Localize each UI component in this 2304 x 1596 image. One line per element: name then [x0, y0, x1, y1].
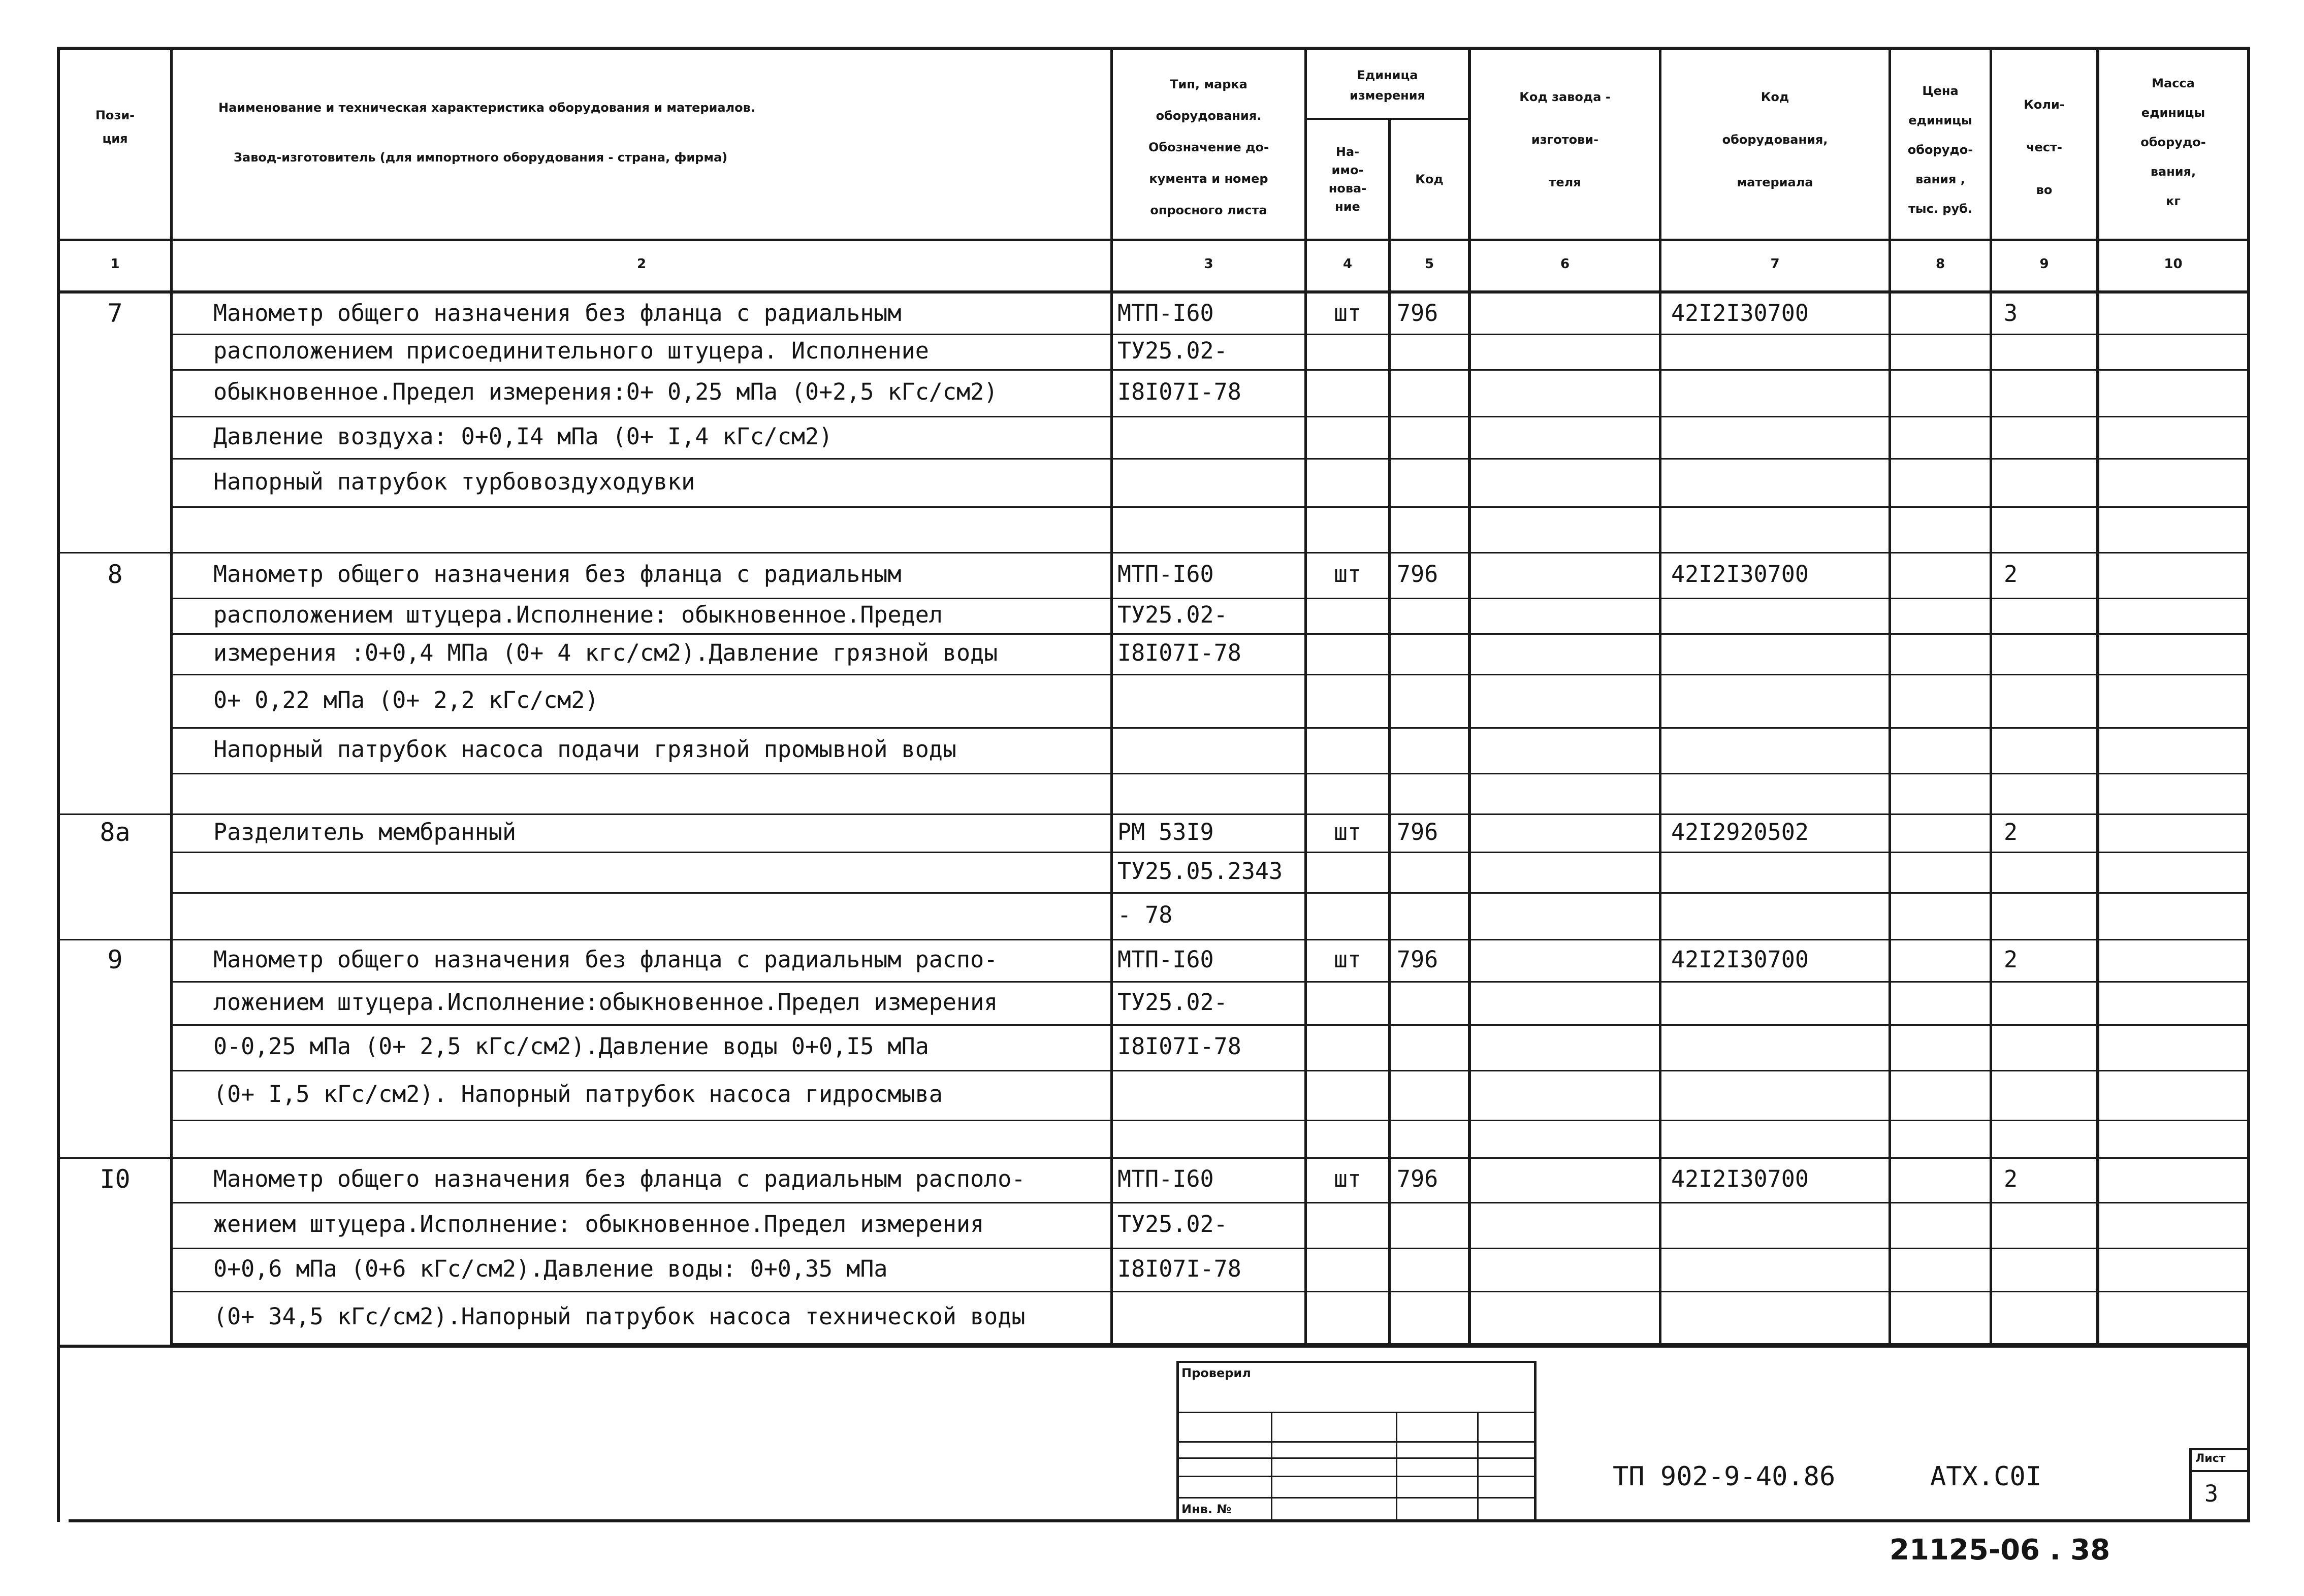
- cell-name: 0+ 0,22 мПа (0+ 2,2 кГс/см2): [213, 686, 599, 713]
- sheet-box-line: [2189, 1470, 2250, 1472]
- header-equipment-code: Код оборудования, материала: [1722, 90, 1828, 189]
- cell-qty: 2: [2004, 1165, 2018, 1192]
- cell-pos: 9: [107, 944, 123, 974]
- cell-unit: шт: [1333, 818, 1362, 845]
- stamp-line: [1176, 1412, 1536, 1413]
- inventory-label: Инв. №: [1181, 1502, 1232, 1516]
- cell-name: Манометр общего назначения без фланца с радиальным располо-: [213, 1165, 1026, 1192]
- cell-type: - 78: [1117, 901, 1173, 928]
- stamp-line: [1176, 1476, 1536, 1477]
- row-divider: [173, 773, 2250, 774]
- col-divider-2: [1110, 47, 1113, 1347]
- row-divider: [173, 633, 2250, 635]
- row-divider: [173, 369, 2250, 371]
- col-divider-1: [170, 47, 173, 1347]
- row-divider: [173, 727, 2250, 729]
- cell-code: 796: [1397, 1165, 1438, 1192]
- border-right: [2247, 47, 2250, 1522]
- cell-name: расположением штуцера.Исполнение: обыкновенное.Предел: [213, 601, 943, 628]
- row-divider: [173, 892, 2250, 894]
- cell-name: жением штуцера.Исполнение: обыкновенное.Предел измерения: [213, 1211, 984, 1237]
- stamp-line: [1396, 1412, 1397, 1521]
- cell-type: РМ 53I9: [1117, 818, 1214, 845]
- cell-name: обыкновенное.Предел измерения:0+ 0,25 мПа (0+2,5 кГс/см2): [213, 378, 998, 405]
- sheet-box-line: [2189, 1448, 2192, 1519]
- document-code: ТП 902-9-40.86: [1613, 1461, 1836, 1492]
- cell-name: измерения :0+0,4 МПа (0+ 4 кгс/см2).Давление грязной воды: [213, 639, 998, 666]
- cell-qty: 2: [2004, 561, 2018, 588]
- col-divider-6: [1659, 47, 1661, 1347]
- sheet-bottom-line: [69, 1519, 2250, 1522]
- cell-pos: I0: [100, 1164, 131, 1194]
- colnum-bottom-line: [57, 290, 2250, 294]
- cell-pos: 8а: [100, 817, 131, 847]
- row-divider: [173, 852, 2250, 853]
- cell-qty: 3: [2004, 300, 2018, 327]
- header-mass: Масса единицы оборудо- вания, кг: [2140, 76, 2206, 208]
- cell-type: ТУ25.02-: [1117, 601, 1228, 628]
- cell-name: Напорный патрубок турбовоздуходувки: [213, 468, 695, 495]
- header-bottom-line: [57, 239, 2250, 241]
- cell-unit: шт: [1333, 561, 1362, 588]
- col-number: 10: [2164, 256, 2183, 272]
- cell-name: 0-0,25 мПа (0+ 2,5 кГс/см2).Давление воды 0+0,I5 мПа: [213, 1033, 929, 1060]
- cell-type: I8I07I-78: [1117, 639, 1241, 666]
- row-divider: [173, 1291, 2250, 1292]
- cell-type: МТП-I60: [1117, 1165, 1214, 1192]
- sheet-number: 3: [2204, 1480, 2219, 1507]
- col-divider-3: [1304, 47, 1307, 1347]
- cell-pos: 8: [107, 560, 123, 589]
- row-divider: [173, 1120, 2250, 1121]
- col-divider-5: [1468, 47, 1471, 1347]
- col-number: 6: [1560, 256, 1570, 272]
- cell-code: 796: [1397, 300, 1438, 327]
- document-mark: АТХ.С0I: [1930, 1461, 2042, 1492]
- cell-qty: 2: [2004, 946, 2018, 973]
- row-divider: [173, 1070, 2250, 1071]
- cell-name: Манометр общего назначения без фланца с радиальным: [213, 561, 902, 588]
- header-maker-code: Код завода - изготови- теля: [1519, 90, 1611, 189]
- row-divider: [173, 1157, 2250, 1159]
- cell-unit: шт: [1333, 1165, 1362, 1192]
- row-divider: [173, 674, 2250, 675]
- cell-code: 796: [1397, 946, 1438, 973]
- stamp-line: [1176, 1361, 1179, 1521]
- header-quantity: Коли- чест- во: [2024, 97, 2065, 197]
- cell-type: ТУ25.02-: [1117, 337, 1228, 364]
- header-position: Пози- ция: [95, 108, 135, 146]
- cell-unit: шт: [1333, 946, 1362, 973]
- row-divider: [173, 552, 2250, 553]
- position-divider: [57, 552, 174, 553]
- cell-name: Напорный патрубок насоса подачи грязной промывной воды: [213, 736, 956, 763]
- sheet-box-line: [2189, 1448, 2250, 1450]
- cell-type: МТП-I60: [1117, 946, 1214, 973]
- header-unit-code: Код: [1415, 172, 1444, 186]
- cell-code: 796: [1397, 561, 1438, 588]
- row-divider: [173, 813, 2250, 815]
- header-unit-name: На- имо- нова- ние: [1328, 144, 1367, 214]
- cell-type: ТУ25.02-: [1117, 1211, 1228, 1237]
- stamp-line: [1534, 1361, 1537, 1521]
- cell-name: 0+0,6 мПа (0+6 кГс/см2).Давление воды: 0+0,35 мПа: [213, 1255, 888, 1282]
- cell-name: (0+ 34,5 кГс/см2).Напорный патрубок насоса технической воды: [213, 1302, 1026, 1330]
- col-number: 7: [1770, 256, 1780, 272]
- row-divider: [173, 416, 2250, 417]
- header-type: Тип, марка оборудования. Обозначение до- кумента и номер опросного листа: [1148, 77, 1269, 217]
- cell-name: ложением штуцера.Исполнение:обыкновенное.Предел измерения: [213, 988, 998, 1016]
- header-unit-group: Единица измерения: [1350, 68, 1425, 103]
- border-top: [57, 47, 2250, 50]
- cell-name: Давление воздуха: 0+0,I4 мПа (0+ I,4 кГс/см2): [213, 422, 833, 450]
- position-divider: [57, 939, 174, 940]
- cell-qty: 2: [2004, 818, 2018, 845]
- col-number: 8: [1935, 256, 1945, 272]
- col-number: 9: [2039, 256, 2049, 272]
- cell-type: I8I07I-78: [1117, 378, 1241, 405]
- cell-name: расположением присоединительного штуцера. Исполнение: [213, 337, 929, 364]
- col-number: 1: [110, 256, 120, 272]
- stamp-line: [1271, 1412, 1272, 1521]
- cell-name: Разделитель мембранный: [213, 818, 517, 845]
- checked-label: Проверил: [1181, 1366, 1251, 1380]
- cell-name: Манометр общего назначения без фланца с радиальным распо-: [213, 946, 998, 973]
- cell-equip-code: 42I2I30700: [1671, 1165, 1809, 1192]
- cell-name: Манометр общего назначения без фланца с радиальным: [213, 300, 902, 327]
- cell-type: МТП-I60: [1117, 561, 1214, 588]
- cell-type: ТУ25.02-: [1117, 988, 1228, 1016]
- position-divider: [57, 813, 174, 815]
- archive-number: 21125-06 . 38: [1890, 1534, 2110, 1567]
- cell-name: (0+ I,5 кГс/см2). Напорный патрубок насоса гидросмыва: [213, 1081, 943, 1108]
- row-divider: [173, 939, 2250, 940]
- cell-unit: шт: [1333, 300, 1362, 327]
- stamp-line: [1176, 1441, 1536, 1443]
- header-name-line1: Наименование и техническая характеристика оборудования и материалов.: [218, 101, 755, 115]
- row-divider: [173, 1202, 2250, 1203]
- cell-type: ТУ25.05.2343: [1117, 858, 1283, 885]
- stamp-line: [1176, 1497, 1536, 1499]
- col-number: 3: [1204, 256, 1213, 272]
- stamp-line: [1477, 1412, 1479, 1521]
- cell-equip-code: 42I2I30700: [1671, 561, 1809, 588]
- row-divider: [173, 506, 2250, 508]
- cell-equip-code: 42I2I30700: [1671, 300, 1809, 327]
- cell-equip-code: 42I2I30700: [1671, 946, 1809, 973]
- stamp-line: [1176, 1457, 1536, 1459]
- cell-code: 796: [1397, 818, 1438, 845]
- cell-type: I8I07I-78: [1117, 1255, 1241, 1282]
- col-divider-8: [1990, 47, 1992, 1347]
- unit-group-line: [1305, 118, 1468, 120]
- col-divider-4: [1388, 118, 1391, 1347]
- position-divider: [57, 1157, 174, 1159]
- table-bottom-line: [57, 1345, 2250, 1348]
- cell-type: МТП-I60: [1117, 300, 1214, 327]
- cell-type: I8I07I-78: [1117, 1033, 1241, 1060]
- header-name-line2: Завод-изготовитель (для импортного оборудования - страна, фирма): [234, 150, 728, 165]
- row-divider: [173, 458, 2250, 460]
- sheet-label: Лист: [2195, 1452, 2226, 1465]
- col-number: 5: [1424, 256, 1434, 272]
- header-price: Цена единицы оборудо- вания , тыс. руб.: [1907, 84, 1973, 216]
- cell-pos: 7: [107, 299, 123, 328]
- col-number: 4: [1342, 256, 1353, 272]
- col-divider-7: [1889, 47, 1891, 1347]
- row-divider: [173, 1024, 2250, 1026]
- stamp-line: [1176, 1361, 1536, 1363]
- col-divider-9: [2096, 47, 2099, 1347]
- row-divider: [173, 1248, 2250, 1249]
- row-divider: [173, 334, 2250, 335]
- col-number: 2: [636, 256, 647, 272]
- cell-equip-code: 42I2920502: [1671, 818, 1809, 845]
- row-divider: [173, 598, 2250, 599]
- row-divider: [173, 981, 2250, 983]
